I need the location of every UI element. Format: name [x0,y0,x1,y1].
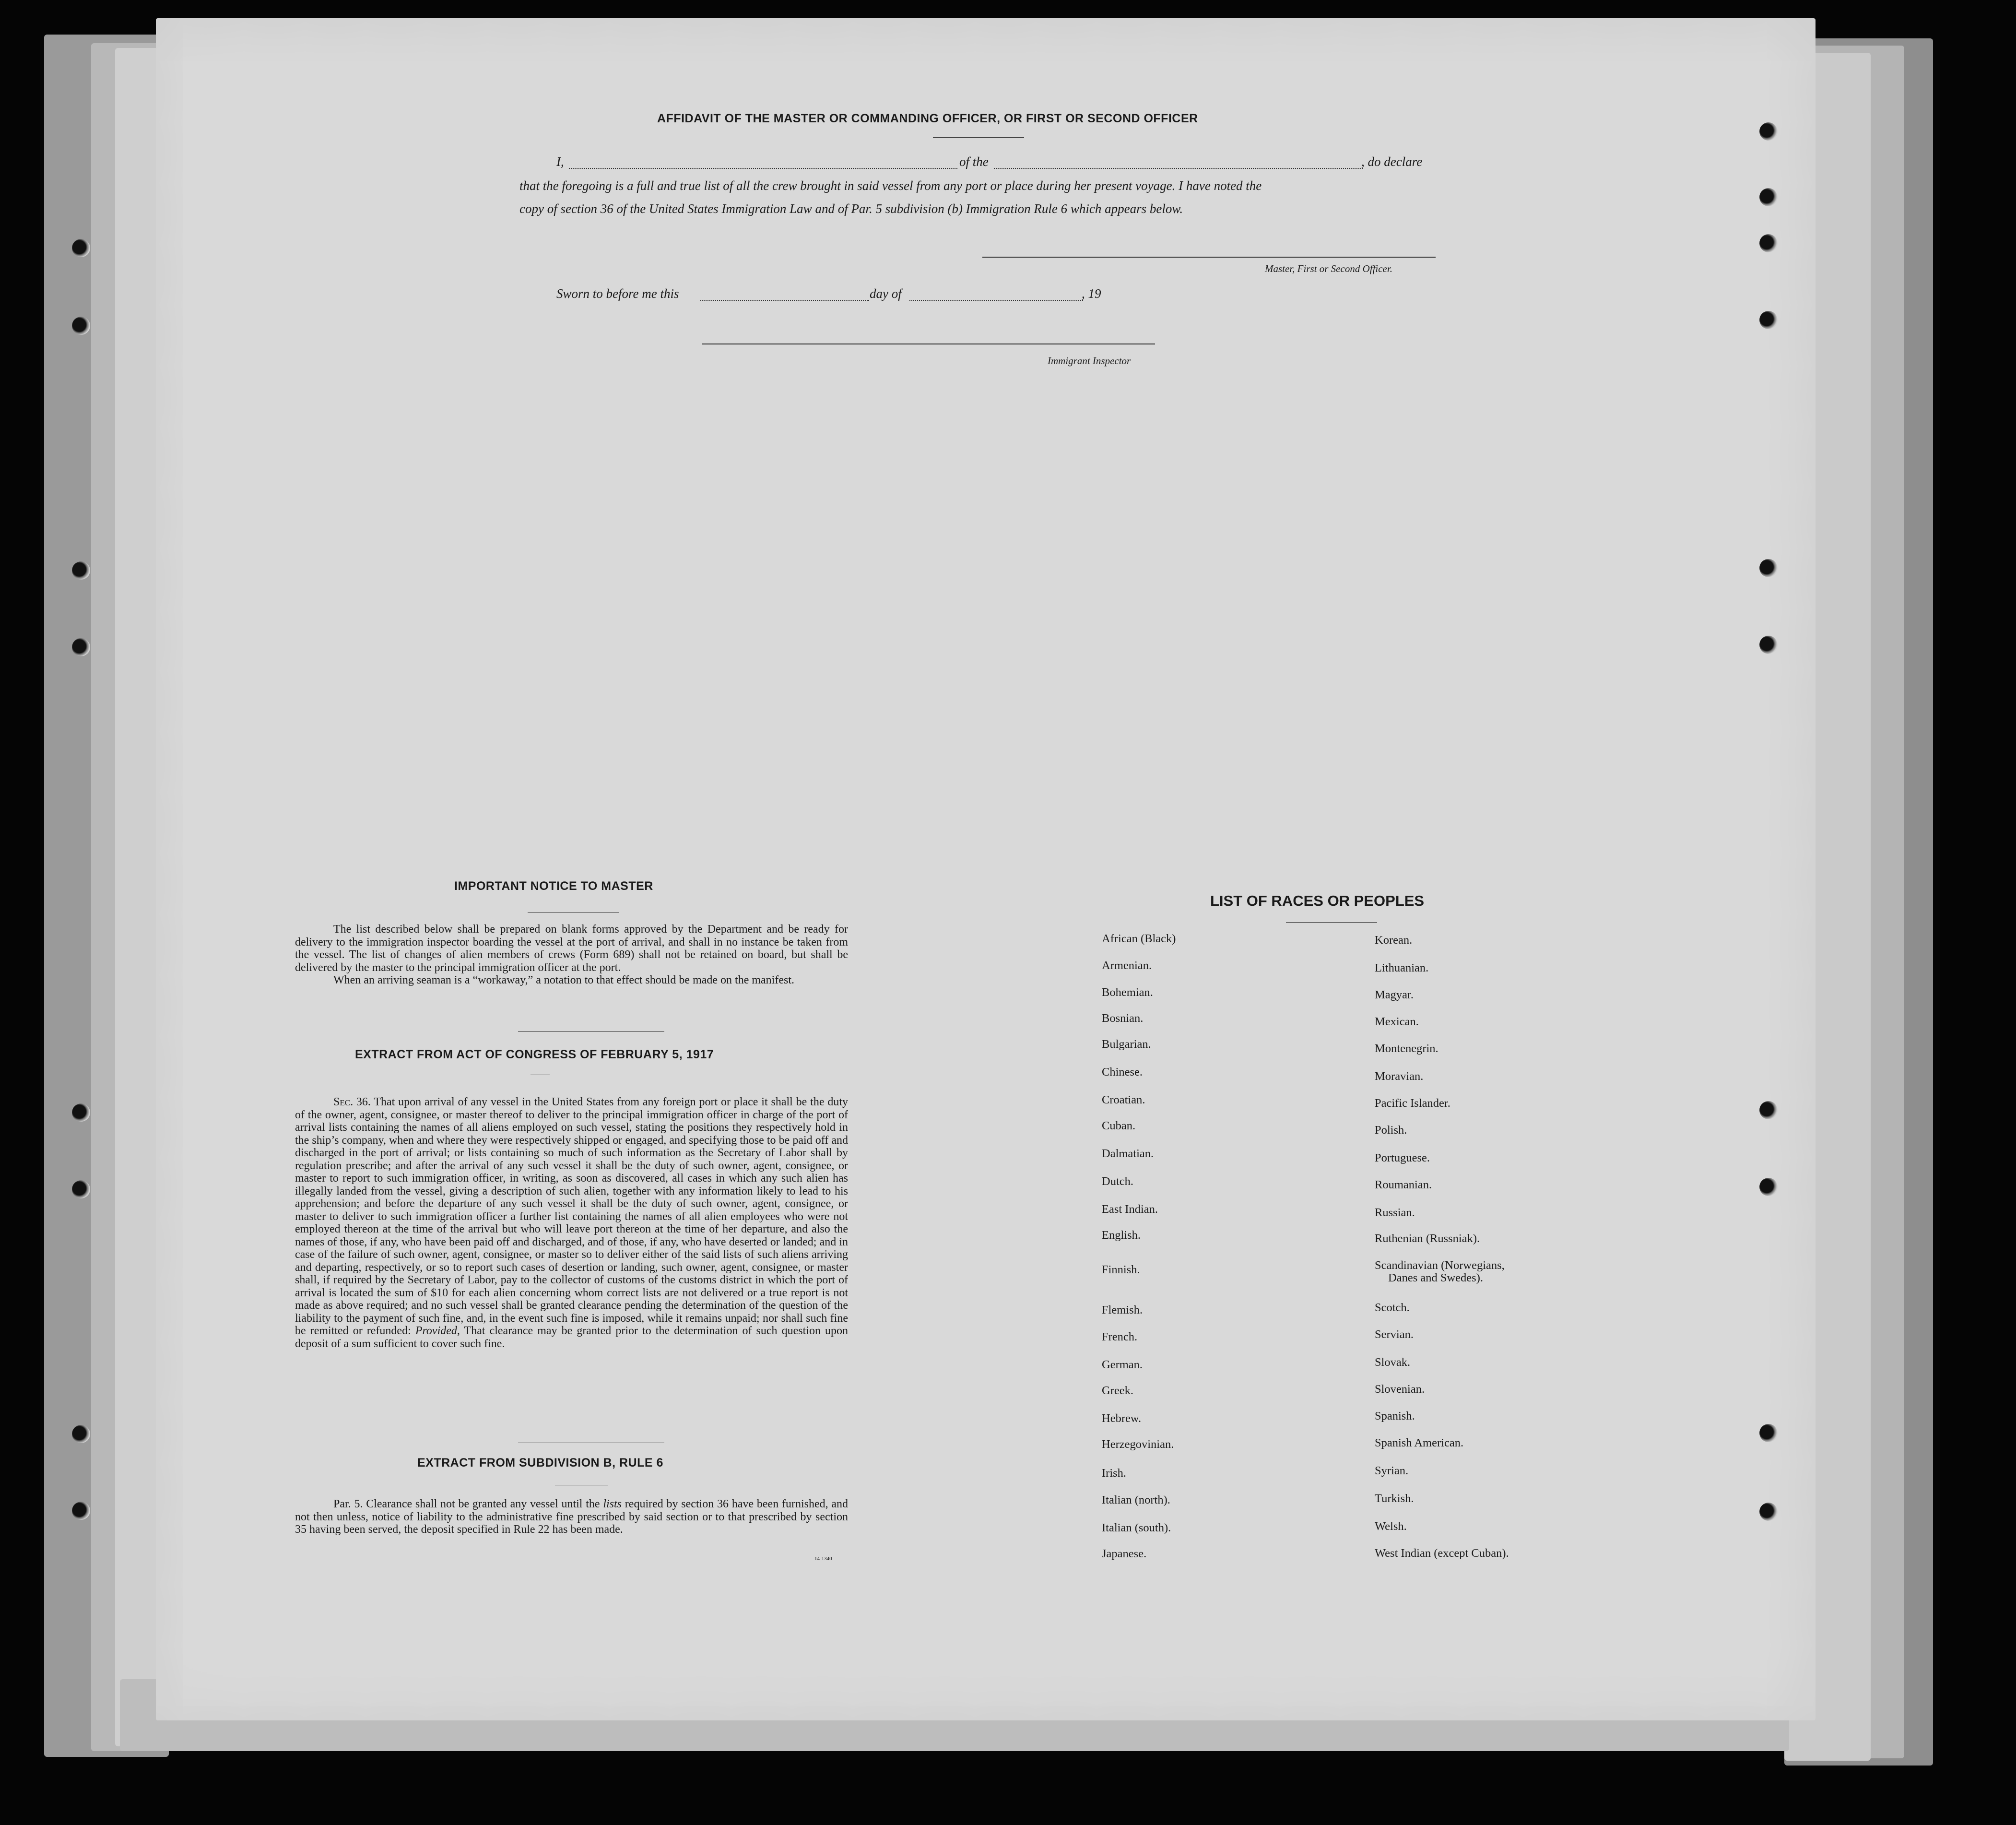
notice-paragraph-1: The list described below shall be prepared on blank forms approved by the Department and be ready for delivery to the immigration inspector boarding the vessel at the port of arrival, and shall in no instance be taken from the vessel. The list of changes of alien members of crews (Form 689) shall not be retained on board, but shall be delivered by the master to the principal immigration officer at the port. [295,923,848,974]
race-item: Chinese. [1102,1066,1143,1078]
notice-body [295,923,848,987]
section-36-text-end: That clearance may be granted prior to the determination of such question upon deposit of a sum sufficient to cover such fine. [295,1325,848,1350]
form-number: 14-1340 [814,1556,832,1562]
race-item: Spanish American. [1375,1436,1464,1449]
sworn-day-of: day of [870,286,902,301]
race-item: West Indian (except Cuban). [1375,1547,1509,1560]
race-item: Magyar. [1375,988,1414,1001]
race-item: Italian (north). [1102,1493,1170,1506]
race-item: Moravian. [1375,1070,1424,1083]
race-item: Flemish. [1102,1304,1143,1316]
inspector-label: Immigrant Inspector [1048,355,1131,367]
race-item: Montenegrin. [1375,1042,1438,1055]
race-item: Bohemian. [1102,986,1153,999]
notice-rule [528,912,619,913]
officer-signature-label: Master, First or Second Officer. [1265,263,1392,274]
binder-hole [72,1425,90,1443]
race-item: East Indian. [1102,1203,1158,1216]
races-rule [1286,922,1377,923]
act-extract-body [295,1096,848,1350]
race-item: Scandinavian (Norwegians, [1375,1259,1505,1272]
sworn-year: , 19 [1082,286,1101,301]
race-item: Finnish. [1102,1263,1140,1276]
race-item: Spanish. [1375,1410,1415,1422]
binder-hole [1759,636,1778,654]
race-item: Roumanian. [1375,1178,1432,1191]
race-item: Croatian. [1102,1093,1145,1106]
binder-hole [72,317,90,335]
race-item: Korean. [1375,934,1413,947]
officer-signature-line [982,257,1436,258]
race-item: German. [1102,1358,1143,1371]
race-item: Mexican. [1375,1015,1419,1028]
race-item: Turkish. [1375,1492,1414,1505]
race-item: Lithuanian. [1375,961,1429,974]
binder-hole [1759,234,1778,252]
binder-hole [72,561,90,580]
race-item: Ruthenian (Russniak). [1375,1232,1480,1245]
binder-hole [72,1502,90,1520]
race-item: Russian. [1375,1206,1415,1219]
rule-text-start: Par. 5. Clearance shall not be granted any vessel until the [333,1498,600,1510]
vessel-blank [994,168,1363,169]
race-item: Greek. [1102,1384,1133,1397]
race-item: Slovak. [1375,1356,1411,1369]
race-item: Slovenian. [1375,1383,1425,1396]
rule-extract-title: EXTRACT FROM SUBDIVISION B, RULE 6 [417,1456,663,1469]
race-item: Danes and Swedes). [1388,1271,1483,1284]
affidavit-line2: that the foregoing is a full and true list of all the crew brought in said vessel from any port or place during her present voyage. I have noted the [519,178,1262,193]
binder-hole [1759,311,1778,329]
form-sheet [156,18,1816,1720]
race-item: Japanese. [1102,1547,1147,1560]
binder-hole [1759,1101,1778,1119]
rule-text-end: required by section 36 have been furnished, and not then unless, notice of liability to the administrative fine prescribed by said section or to that prescribed by section 35 having been served, the deposit specified in Rule 22 has been made. [295,1498,849,1536]
race-item: African (Black) [1102,932,1176,945]
section-divider [518,1031,664,1032]
affidavit-line1-start: I, [556,154,564,169]
day-blank [700,300,869,301]
race-item: Hebrew. [1102,1412,1142,1425]
binder-hole [1759,1503,1778,1521]
race-item: Polish. [1375,1124,1407,1137]
race-item: Dutch. [1102,1175,1133,1188]
race-item: Irish. [1102,1467,1127,1480]
race-item: Servian. [1375,1328,1414,1341]
month-blank [909,300,1083,301]
race-item: French. [1102,1330,1138,1343]
notice-paragraph-2: When an arriving seaman is a “workaway,” a notation to that effect should be made on the manifest. [333,974,794,986]
race-item: Bosnian. [1102,1012,1144,1025]
race-item: Dalmatian. [1102,1147,1154,1160]
races-title: LIST OF RACES OR PEOPLES [1210,892,1425,909]
sworn-text: Sworn to before me this [556,286,679,301]
provided-word: Provided, [415,1325,460,1337]
title-rule [933,137,1024,138]
rule-extract-body [295,1498,848,1536]
section-36-text: That upon arrival of any vessel in the United States from any foreign port or place it shall be the duty of the owner, agent, consignee, or master thereof to deliver to the principal immigration officer in charge of the port of arrival lists containing the names of all aliens employed on such vessel, stating the positions they respectively hold in the ship’s company, when and where they were respectively shipped or engaged, and specifying those to be paid off and discharged in the port of arrival; or lists containing so much of such information as the Secretary of Labor shall by regulation prescribe; and after the arrival of any such vessel it shall be the duty of such owner, agent, consignee, or master to report to such immigration officer, in writing, as soon as discovered, all cases in which any such alien has illegally landed from the vessel, giving a description of such alien, together with any information likely to lead to his apprehension; and before the departure of any such vessel it shall be the duty of such owner, agent, consignee, or master to deliver to such immigration officer a further list containing the names of all alien employees who were not employed thereon at the time of the arrival but who will leave port thereon at the time of her departure, and also the names of those, if any, who have been paid off and discharged, and of those, if any, who have deserted or landed; and in case of the failure of such owner, agent, consignee, or master so to deliver either of the said lists of such aliens arriving and departing, respectively, or so to report such cases of desertion or landing, such owner, agent, consignee, or master shall, if required by the Secretary of Labor, pay to the collector of customs of the customs district in which the port of arrival is located the sum of $10 for each alien concerning whom correct lists are not delivered or a true report is not made as above required; and no such vessel shall be granted clearance pending the determination of the question of the liability to the payment of such fine, and, in the event such fine is imposed, while it remains unpaid; nor shall such fine be remitted or refunded: [295,1096,848,1337]
lists-word: lists [603,1498,622,1510]
race-item: Cuban. [1102,1119,1136,1132]
race-item: Pacific Islander. [1375,1097,1450,1110]
binder-hole [1759,122,1778,141]
race-item: English. [1102,1229,1141,1242]
race-item: Bulgarian. [1102,1038,1151,1051]
race-item: Armenian. [1102,959,1152,972]
binder-hole [72,239,90,257]
affidavit-line1-end: , do declare [1361,154,1423,169]
affidavit-line1-mid: of the [959,154,989,169]
race-item: Portuguese. [1375,1151,1430,1164]
affidavit-line3: copy of section 36 of the United States Immigration Law and of Par. 5 subdivision (b) Immigration Rule 6 which appears below. [519,201,1183,216]
race-item: Welsh. [1375,1520,1407,1533]
binder-hole [1759,1424,1778,1442]
binder-hole [1759,1178,1778,1196]
notice-title: IMPORTANT NOTICE TO MASTER [454,879,653,893]
binder-hole [72,1180,90,1198]
race-item: Scotch. [1375,1301,1410,1314]
affidavit-title: AFFIDAVIT OF THE MASTER OR COMMANDING OFFICER, OR FIRST OR SECOND OFFICER [657,112,1198,125]
race-item: Italian (south). [1102,1521,1171,1534]
section-label: Sec. 36. [333,1096,371,1108]
binder-hole [1759,188,1778,206]
race-item: Syrian. [1375,1464,1409,1477]
act-extract-title: EXTRACT FROM ACT OF CONGRESS OF FEBRUARY 5, 1917 [355,1048,714,1061]
name-blank [569,168,957,169]
binder-hole [72,1103,90,1122]
binder-hole [72,638,90,656]
race-item: Herzegovinian. [1102,1438,1174,1451]
binder-hole [1759,559,1778,577]
